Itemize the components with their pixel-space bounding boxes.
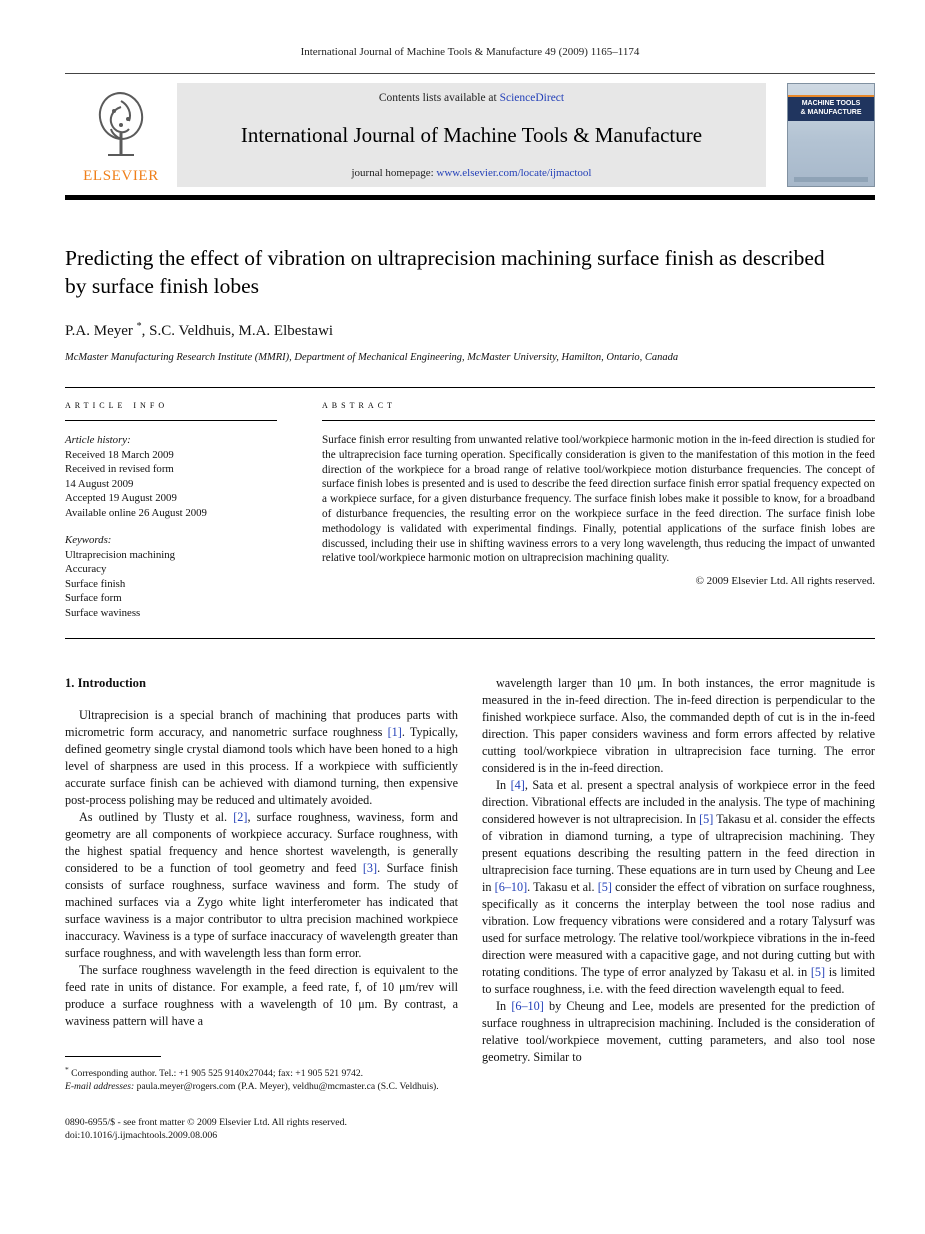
citation-link[interactable]: [5] bbox=[810, 965, 826, 979]
journal-title: International Journal of Machine Tools & Manufacture bbox=[240, 123, 703, 147]
citation-link[interactable]: [4] bbox=[510, 778, 525, 792]
citation-link[interactable]: [6–10] bbox=[511, 999, 544, 1013]
email-addresses: paula.meyer@rogers.com (P.A. Meyer), veldhu@mcmaster.ca (S.C. Veldhuis). bbox=[136, 1081, 439, 1093]
right-column bbox=[482, 675, 875, 1094]
left-column bbox=[65, 675, 458, 1094]
footnote-corresponding: * Corresponding author. Tel.: +1 905 525 9140x27044; fax: +1 905 521 9742. bbox=[65, 1065, 364, 1080]
citation-link[interactable]: [5] bbox=[699, 812, 714, 826]
doi-line: doi:10.1016/j.ijmachtools.2009.08.006 bbox=[65, 1130, 218, 1142]
journal-cover-thumbnail bbox=[787, 83, 875, 187]
cover-title-line2: & MANUFACTURE bbox=[800, 108, 862, 116]
corresponding-author-mark: * bbox=[65, 1065, 69, 1074]
homepage-prefix: journal homepage: bbox=[351, 167, 437, 179]
issn-line: 0890-6955/$ - see front matter © 2009 Elsevier Ltd. All rights reserved. bbox=[65, 1116, 347, 1128]
abstract-copyright: © 2009 Elsevier Ltd. All rights reserved. bbox=[695, 575, 875, 588]
footnote-emails bbox=[65, 1080, 458, 1093]
history-item: Accepted 19 August 2009 bbox=[65, 492, 177, 504]
contents-line bbox=[379, 92, 564, 104]
keywords-label: Keywords: bbox=[65, 534, 112, 546]
header-rule bbox=[65, 73, 875, 74]
citation-link[interactable]: [5] bbox=[597, 880, 612, 894]
history-item: Received 18 March 2009 bbox=[65, 448, 174, 461]
journal-homepage-link[interactable]: www.elsevier.com/locate/ijmactool bbox=[436, 167, 592, 179]
masthead-center bbox=[177, 83, 766, 187]
abstract-text: Surface finish error resulting from unwanted relative tool/workpiece harmonic motion in the in-feed direction is studied for the ultraprecision face turning operation. Specifically consideration is given to the manifestation of this motion in the feed direction of the workpiece for a broad range of relative tool/workpiece motion disturbance frequencies. The concept of surface finish lobes is presented and is used to describe the feed direction surface finish error spatial frequency expected on a workpiece surface, for a given disturbance frequency. The surface finish lobes make it possible to know, for a broadband of disturbance frequencies, the resulting error on the workpiece surface in the feed direction. The surface finish lobe methodology is validated with experimental findings. Finally, potential applications of the surface finish lobes are discussed, including their use in shifting waviness errors to a very long wavelength, thus reducing the impact of unwanted relative tool/workpiece harmonic motion on ultraprecision machining quality. bbox=[322, 434, 875, 565]
article-title: Predicting the effect of vibration on ultraprecision machining surface finish as described by surface finish lobes bbox=[65, 246, 825, 298]
section-heading: 1. Introduction bbox=[65, 676, 146, 690]
citation-link[interactable]: [2] bbox=[233, 810, 248, 824]
paragraph: In [6–10] by Cheung and Lee, models are presented for the prediction of surface roughness in ultraprecision machining. Included is the consideration of relative tool/workpiece movement, cutting parameters, and also tool nose geometry. Similar to bbox=[482, 999, 875, 1064]
imprint-block bbox=[65, 1116, 875, 1143]
history-item: Received in revised form bbox=[65, 463, 174, 475]
elsevier-logo bbox=[65, 83, 177, 187]
history-item: 14 August 2009 bbox=[65, 477, 134, 490]
corresponding-author-mark: * bbox=[136, 321, 142, 332]
paragraph: wavelength larger than 10 μm. In both instances, the error magnitude is measured in the in-feed direction. The in-feed direction is perpendicular to the finished workpiece surface. Also, the commanded depth of cut is in the in-feed direction. This paper considers waviness and form errors affected by relative cutting tool/workpiece vibration in ultraprecision face turning. The error considered is in the in-feed direction. bbox=[482, 676, 875, 775]
contents-prefix: Contents lists available at bbox=[378, 92, 500, 104]
running-head: International Journal of Machine Tools & Manufacture 49 (2009) 1165–1174 bbox=[300, 46, 640, 58]
elsevier-wordmark: ELSEVIER bbox=[83, 168, 159, 184]
paragraph: Ultraprecision is a special branch of machining that produces parts with micrometric form accuracy, and nanometric surface roughness [1]. Typically, defined geometry single crystal diamond tools which have been honed to a high level of sharpness are used in this process. If a workpiece with sufficiently accurate surface finish can be achieved with diamond turning, then expensive post-process polishing may be reduced and ultimately avoided. bbox=[65, 708, 458, 807]
paragraph: As outlined by Tlusty et al. [2], surface roughness, waviness, form and geometry are all components of workpiece accuracy. Surface roughness, with the highest spatial frequency and hence shortest wavelength, is generally considered to be a function of tool geometry and feed [3]. Surface finish consists of surface roughness, surface waviness and form. The study of machined surfaces via a Zygo white light interferometer has indicated that surface waviness is a major contributor to ultra precision machined workpiece inaccuracy. Waviness is a type of surface inaccuracy of wavelength greater than surface roughness, and with wavelength less than form error. bbox=[65, 810, 458, 960]
elsevier-tree-icon bbox=[88, 89, 154, 166]
abstract-column bbox=[322, 388, 875, 638]
info-abstract-block bbox=[65, 387, 875, 639]
citation-link[interactable]: [6–10] bbox=[494, 880, 528, 894]
citation-link[interactable]: [3] bbox=[362, 861, 378, 875]
footnote-block bbox=[65, 1030, 458, 1094]
history-label: Article history: bbox=[65, 434, 131, 446]
sciencedirect-link[interactable]: ScienceDirect bbox=[499, 92, 565, 104]
footnote-rule bbox=[65, 1056, 161, 1057]
keyword-item: Surface waviness bbox=[65, 606, 141, 619]
article-info-heading: article info bbox=[65, 399, 277, 421]
masthead-divider bbox=[65, 195, 875, 200]
keyword-item: Accuracy bbox=[65, 563, 107, 575]
body-columns bbox=[65, 675, 875, 1094]
masthead-banner bbox=[65, 83, 875, 187]
keyword-item: Surface form bbox=[65, 592, 122, 604]
paragraph: The surface roughness wavelength in the feed direction is equivalent to the feed rate in units of distance. For example, a feed rate, f, of 10 μm/rev will produce a surface roughness with a wavelength of 10 μm. By contrast, a waviness pattern will have a bbox=[65, 963, 458, 1028]
keyword-item: Ultraprecision machining bbox=[65, 548, 176, 561]
citation-link[interactable]: [1] bbox=[387, 725, 402, 739]
affiliation: McMaster Manufacturing Research Institute (MMRI), Department of Mechanical Engineering, McMaster University, Hamilton, Ontario, Canada bbox=[65, 352, 679, 363]
email-label: E-mail addresses: bbox=[65, 1081, 135, 1093]
article-info-column bbox=[65, 388, 277, 638]
abstract-heading: abstract bbox=[322, 399, 875, 421]
cover-bottom-bar bbox=[794, 177, 868, 182]
history-item: Available online 26 August 2009 bbox=[65, 506, 207, 519]
paragraph: In [4], Sata et al. present a spectral analysis of workpiece error in the feed direction. Vibrational effects are included in the analysis. The type of machining considered however is not ultraprecision. In [5] Takasu et al. consider the effects of vibration in diamond turning, a type of ultraprecision machining. They present equations describing the resulting pattern in the feed direction in ultraprecision face turning. These equations are in turn used by Cheung and Lee in [6–10]. Takasu et al. [5] consider the effect of vibration on surface roughness, specifically as it concerns the interplay between the tool nose radius and vibration. Low frequency vibrations were considered and a rotary Talysurf was used for surface metrology. The relative tool/workpiece vibrations in the in-feed direction were measured with a capacitive gage, and not during cutting but with rotating conditions. The type of error analyzed by Takasu et al. in [5] is limited to surface roughness, i.e. with the feed direction wavelength equal to feed. bbox=[482, 778, 876, 996]
cover-title bbox=[788, 95, 874, 121]
cover-title-line1: MACHINE TOOLS bbox=[801, 100, 861, 107]
keyword-item: Surface finish bbox=[65, 577, 126, 590]
homepage-line bbox=[352, 167, 592, 179]
authors-line: P.A. Meyer *, S.C. Veldhuis, M.A. Elbestawi bbox=[65, 321, 334, 339]
